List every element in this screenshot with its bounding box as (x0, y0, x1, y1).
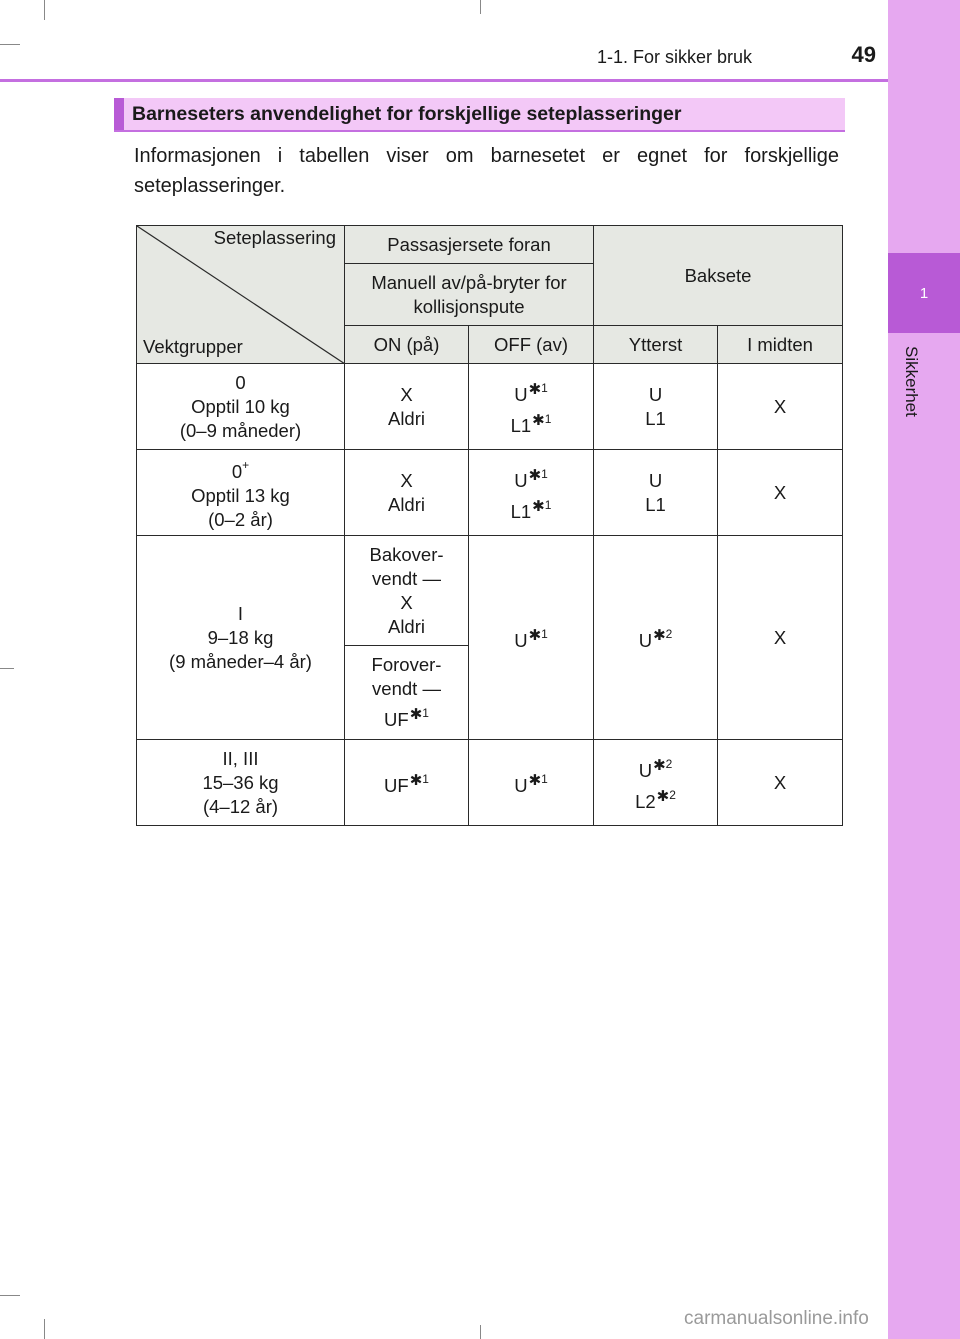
cell-front-on-forward: Forover- vendt — $UF^{✱1}$ (345, 646, 469, 740)
weight-group-cell: 0 Opptil 10 kg (0–9 måneder) (137, 364, 345, 450)
corner-seat-position: Seteplassering (213, 227, 336, 248)
cell-rear-middle: X (718, 450, 843, 536)
column-header-middle: I midten (718, 326, 843, 364)
header-divider (0, 79, 888, 82)
airbag-switch-header: Manuell av/på-bryter for kollisjonspute (345, 264, 594, 326)
column-header-on: ON (på) (345, 326, 469, 364)
cell-front-on: $UF^{✱1}$ (345, 740, 469, 826)
column-header-outer: Ytterst (594, 326, 718, 364)
crop-mark (0, 668, 14, 669)
cell-front-off: $U^{✱1}$ (469, 536, 594, 740)
cell-rear-middle: X (718, 740, 843, 826)
footnote-asterisk: ✱ (409, 706, 423, 723)
chapter-number-tab[interactable] (888, 253, 960, 333)
crop-mark (480, 0, 481, 14)
column-header-off: OFF (av) (469, 326, 594, 364)
footnote-asterisk: ✱ (528, 466, 542, 484)
table-row (137, 536, 843, 646)
cell-rear-outer: U L1 (594, 364, 718, 450)
intro-paragraph: Informasjonen i tabellen viser om barnesetet er egnet for forskjellige seteplasseringer. (134, 145, 839, 197)
crop-mark (0, 1295, 20, 1296)
rear-seat-header: Baksete (594, 226, 843, 326)
footnote-asterisk: ✱ (532, 497, 545, 515)
corner-header-cell (137, 226, 345, 364)
table-row (137, 364, 843, 450)
crop-mark (44, 1319, 45, 1339)
crop-mark (480, 1325, 481, 1339)
cell-front-off: $U^{✱1}$ $L1^{✱1}$ (469, 450, 594, 536)
footnote-asterisk: ✱ (528, 380, 542, 398)
section-heading (114, 98, 845, 132)
cell-rear-middle: X (718, 536, 843, 740)
cell-rear-outer: $U^{✱2}$ $L2^{✱2}$ (594, 740, 718, 826)
footnote-asterisk: ✱ (532, 411, 545, 429)
cell-front-on: X Aldri (345, 450, 469, 536)
watermark: carmanualsonline.info (684, 1308, 869, 1329)
footnote-asterisk: ✱ (528, 627, 542, 644)
section-title: 1-1. For sikker bruk (596, 47, 752, 67)
cell-rear-middle: X (718, 364, 843, 450)
cell-front-on-rearward: Bakover- vendt — X Aldri (345, 536, 469, 646)
chapter-label: Sikkerhet (902, 346, 921, 417)
cell-rear-outer: $U^{✱2}$ (594, 536, 718, 740)
weight-group-cell: I 9–18 kg (9 måneder–4 år) (137, 536, 345, 740)
seat-applicability-table (136, 225, 843, 826)
cell-rear-outer: U L1 (594, 450, 718, 536)
table-row (137, 450, 843, 536)
weight-group-cell: 0+ Opptil 13 kg (0–2 år) (137, 450, 345, 536)
front-seat-header: Passasjersete foran (345, 226, 594, 264)
chapter-side-strip (888, 0, 960, 1339)
footnote-asterisk: ✱ (409, 772, 423, 789)
crop-mark (44, 0, 45, 20)
footnote-asterisk: ✱ (528, 772, 542, 789)
cell-front-off: $U^{✱1}$ (469, 740, 594, 826)
cell-front-off: $U^{✱1}$ $L1^{✱1}$ (469, 364, 594, 450)
footnote-asterisk: ✱ (656, 787, 670, 805)
page-number: 49 (851, 42, 876, 67)
table-row (137, 740, 843, 826)
corner-weight-groups: Vektgrupper (143, 336, 243, 357)
section-heading-text: Barneseters anvendelighet for forskjellige seteplasseringer (132, 103, 682, 125)
footnote-asterisk: ✱ (653, 756, 666, 774)
weight-group-cell: II, III 15–36 kg (4–12 år) (137, 740, 345, 826)
cell-front-on: X Aldri (345, 364, 469, 450)
heading-accent-bar (114, 98, 124, 130)
chapter-number: 1 (919, 284, 929, 302)
footnote-asterisk: ✱ (653, 627, 666, 644)
crop-mark (0, 44, 20, 45)
